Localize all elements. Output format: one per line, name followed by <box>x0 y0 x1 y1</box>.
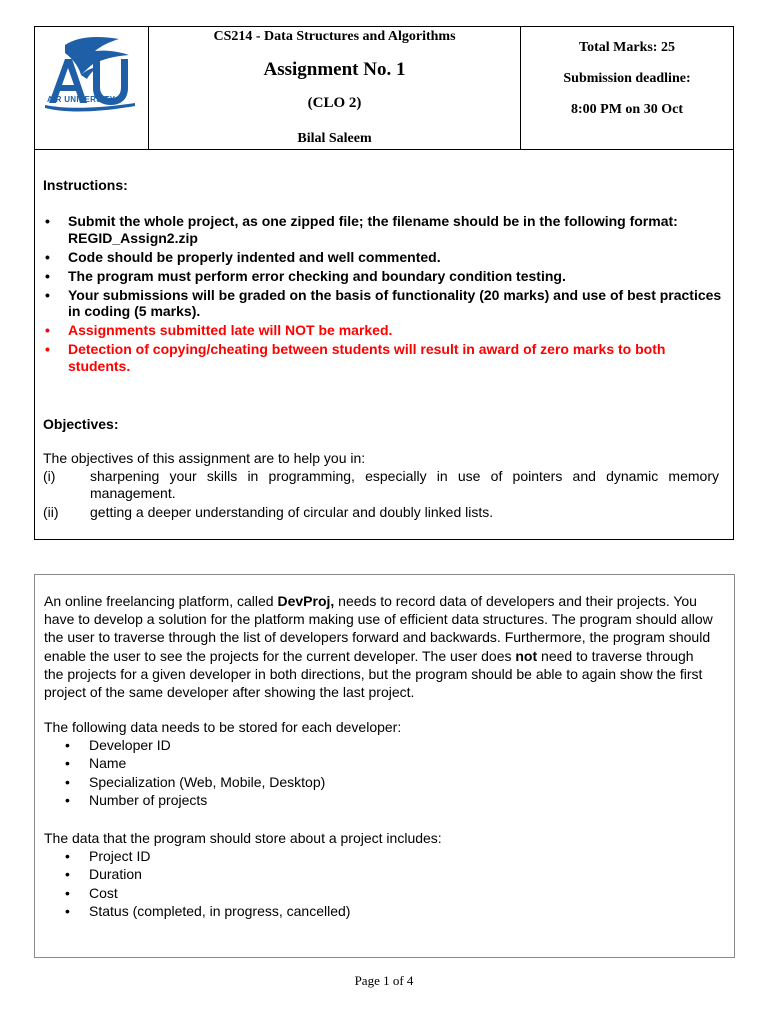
field-text: Name <box>89 755 127 772</box>
project-data-intro: The data that the program should store about a project includes: <box>44 830 442 846</box>
paragraph-text: needs to record data of developers and their projects. You have to develop a solution for the platform making use of efficient data structures. The program should allow the user to traverse through the list of developers forward and backwards. Furthermore, the program should enable the user to see the projects for the current developer. The user does <box>44 593 713 664</box>
instruction-text: The program must perform error checking and boundary condition testing. <box>68 267 566 284</box>
instruction-text: Your submissions will be graded on the basis of functionality (20 marks) and use of best practices in coding (5 marks). <box>68 286 722 319</box>
bullet-icon: • <box>45 322 50 338</box>
objectives-intro: The objectives of this assignment are to help you in: <box>43 450 366 466</box>
logo-cell <box>35 27 149 149</box>
instruction-item-warning <box>43 322 725 339</box>
objectives-list <box>43 468 719 523</box>
list-item <box>63 902 350 920</box>
bullet-icon: • <box>65 755 70 772</box>
field-text: Project ID <box>89 848 151 864</box>
instructions-box <box>34 149 734 540</box>
bullet-icon: • <box>65 791 70 808</box>
platform-name: DevProj, <box>277 593 335 609</box>
field-text: Status (completed, in progress, cancelled) <box>89 902 351 919</box>
bullet-icon: • <box>45 213 50 229</box>
objective-number: (ii) <box>43 504 59 520</box>
logo-wordmark: AIR UNIVERSITY <box>47 95 116 104</box>
list-item <box>63 847 350 865</box>
list-item <box>63 884 350 902</box>
bullet-icon: • <box>65 884 70 901</box>
assignment-title: Assignment No. 1 <box>263 59 406 80</box>
problem-statement-box <box>34 574 735 958</box>
objective-text: getting a deeper understanding of circular and doubly linked lists. <box>90 504 494 520</box>
list-item <box>63 865 350 883</box>
developer-fields-list <box>63 736 325 809</box>
assignment-header <box>34 26 734 150</box>
bullet-icon: • <box>65 737 70 753</box>
university-logo <box>35 31 147 121</box>
field-text: Developer ID <box>89 737 171 753</box>
page-number: Page 1 of 4 <box>354 973 414 988</box>
objective-number: (i) <box>43 468 56 484</box>
instructions-list <box>43 213 725 377</box>
instruction-item-warning <box>43 341 725 374</box>
marks-cell <box>521 27 733 149</box>
instruction-text: Code should be properly indented and well commented. <box>68 248 441 265</box>
paragraph-text: An online freelancing platform, called <box>44 593 278 609</box>
list-item <box>63 736 325 754</box>
deadline-value: 8:00 PM on 30 Oct <box>571 102 683 117</box>
author-name: Bilal Saleem <box>297 131 372 146</box>
developer-data-intro: The following data needs to be stored for each developer: <box>44 719 402 735</box>
emphasis-not: not <box>515 647 538 664</box>
bullet-icon: • <box>65 866 70 883</box>
field-text: Specialization (Web, Mobile, Desktop) <box>89 773 326 790</box>
instruction-text: Assignments submitted late will NOT be marked. <box>68 322 393 338</box>
bullet-icon: • <box>65 902 70 919</box>
objective-item <box>43 504 719 521</box>
paragraph-text: need to traverse through the projects for a given developer in both directions, but the program should be able to again show the first project of the same developer after showing the last project. <box>44 647 703 701</box>
objective-text: sharpening your skills in programming, especially in use of pointers and dynamic memory management. <box>90 468 719 501</box>
bullet-icon: • <box>65 773 70 790</box>
field-text: Cost <box>89 884 118 901</box>
total-marks: Total Marks: 25 <box>579 40 675 55</box>
list-item <box>63 791 325 809</box>
field-text: Duration <box>89 866 142 883</box>
instruction-item <box>43 249 725 266</box>
instruction-text: Submit the whole project, as one zipped file; the filename should be in the following format: REGID_Assign2.zip <box>68 213 678 246</box>
list-item <box>63 754 325 772</box>
instructions-heading: Instructions: <box>43 177 128 193</box>
bullet-icon: • <box>45 248 50 265</box>
bullet-icon: • <box>45 267 50 284</box>
instruction-item <box>43 213 725 246</box>
instruction-text: Detection of copying/cheating between students will result in award of zero marks to both students. <box>68 341 666 374</box>
objective-item <box>43 468 719 502</box>
field-text: Number of projects <box>89 791 208 808</box>
project-fields-list <box>63 847 350 920</box>
course-title: CS214 - Data Structures and Algorithms <box>213 29 456 44</box>
clo-label: (CLO 2) <box>307 95 362 111</box>
problem-paragraph <box>44 592 716 701</box>
instruction-item <box>43 287 725 320</box>
deadline-label: Submission deadline: <box>563 71 691 86</box>
bullet-icon: • <box>65 848 70 864</box>
objectives-heading: Objectives: <box>43 416 119 432</box>
title-cell <box>149 27 521 149</box>
list-item <box>63 773 325 791</box>
instruction-item <box>43 268 725 285</box>
bullet-icon: • <box>45 341 50 357</box>
bullet-icon: • <box>45 286 50 303</box>
